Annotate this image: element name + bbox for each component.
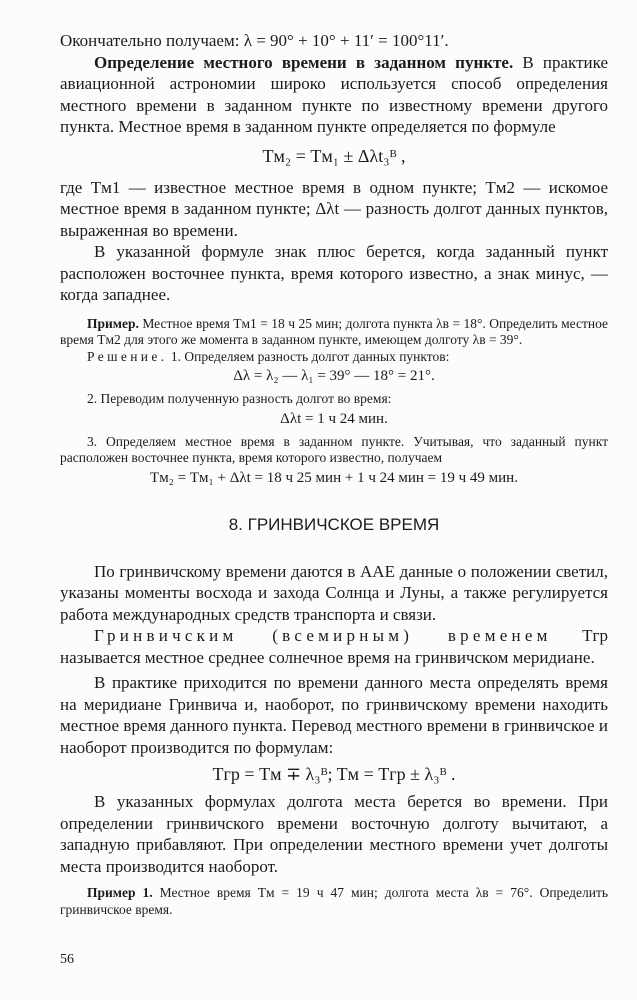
paragraph-text: В практике авиационной астрономии широко используется способ определения местного времени в заданном пункте по известному времени другого пункта. Местное время в заданном пункте определяется по формуле: [60, 52, 608, 136]
result-line: Окончательно получаем: λ = 90° + 10° + 11′ = 100°11′.: [60, 31, 449, 50]
conversion-paragraph: В практике приходится по времени данного места определять время на меридиане Гринвича и, наоборот, по гринвичскому времени находить местное время данного пункта. Перевод местного времени в гринвичское и наоборот производится по формулам:: [60, 673, 608, 757]
formula-time-difference: Δλt = 1 ч 24 мин.: [280, 410, 388, 427]
section-paragraph-local-time: [60, 52, 608, 138]
example-text: Местное время Tм1 = 18 ч 25 мин; долгота пункта λв = 18°. Определить местное время Tм2 для этого же момента в заданном пункте, имеющем долготу λв = 39°.: [60, 315, 609, 347]
page-number: 56: [60, 952, 74, 967]
example-label: Пример.: [87, 315, 139, 331]
solution-step-2: 2. Переводим полученную разность долгот во время:: [87, 391, 392, 406]
example-1-text: Местное время Tм = 19 ч 47 мин; долгота места λв = 76°. Определить гринвичское время.: [60, 885, 609, 917]
formula-conversion: Tгр = Tм ∓ λ₃ᴮ; Tм = Tгр ± λ₃ᴮ .: [212, 764, 456, 784]
longitude-rule-paragraph: В указанных формулах долгота места берется во времени. При определении гринвичского времени восточную долготу вычитают, а западную прибавляют. При определении местного времени учет долготы места производится наоборот.: [60, 792, 608, 876]
solution-label: Решение.: [87, 348, 168, 364]
greenwich-intro-paragraph: По гринвичскому времени даются в ААЕ данные о положении светил, указаны моменты восхода и захода Солнца и Луны, а также регулируется работа международных средств транспорта и связи.: [60, 561, 608, 624]
section-heading: 8. ГРИНВИЧСКОЕ ВРЕМЯ: [228, 514, 440, 534]
example-1-paragraph: [60, 885, 608, 918]
example-paragraph: [60, 316, 608, 349]
greenwich-definition-paragraph: [60, 625, 608, 668]
subsection-title: Определение местного времени в заданном пункте.: [94, 52, 514, 72]
example-1-label: Пример 1.: [87, 885, 153, 900]
solution-step-1: 1. Определяем разность долгот данных пунктов:: [170, 348, 450, 364]
solution-paragraph: [60, 349, 608, 366]
greenwich-term: Гринвичским (всемирным) временем: [94, 626, 552, 645]
formula-longitude-difference: Δλ = λ₂ — λ₁ = 39° — 18° = 21°.: [233, 368, 435, 384]
greenwich-definition-text: Tгр называется местное среднее солнечное время на гринвичском меридиане.: [60, 626, 608, 667]
sign-rule-paragraph: В указанной формуле знак плюс берется, когда заданный пункт расположен восточнее пункта, время которого известно, а знак минус, — когда западнее.: [60, 242, 608, 304]
solution-step-3: 3. Определяем местное время в заданном пункте. Учитывая, что заданный пункт расположен восточнее пункта, время которого известно, получаем: [60, 433, 608, 465]
formula-legend: где Tм1 — известное местное время в одном пункте; Tм2 — искомое местное время в заданном пункте; Δλt — разность долгот данных пунктов, выраженная во времени.: [60, 177, 608, 240]
page-content: [60, 30, 608, 918]
formula-local-time: Tм₂ = Tм₁ ± Δλt₃ᴮ ,: [262, 145, 406, 166]
formula-result: Tм₂ = Tм₁ + Δλt = 18 ч 25 мин + 1 ч 24 мин = 19 ч 49 мин.: [150, 469, 518, 486]
